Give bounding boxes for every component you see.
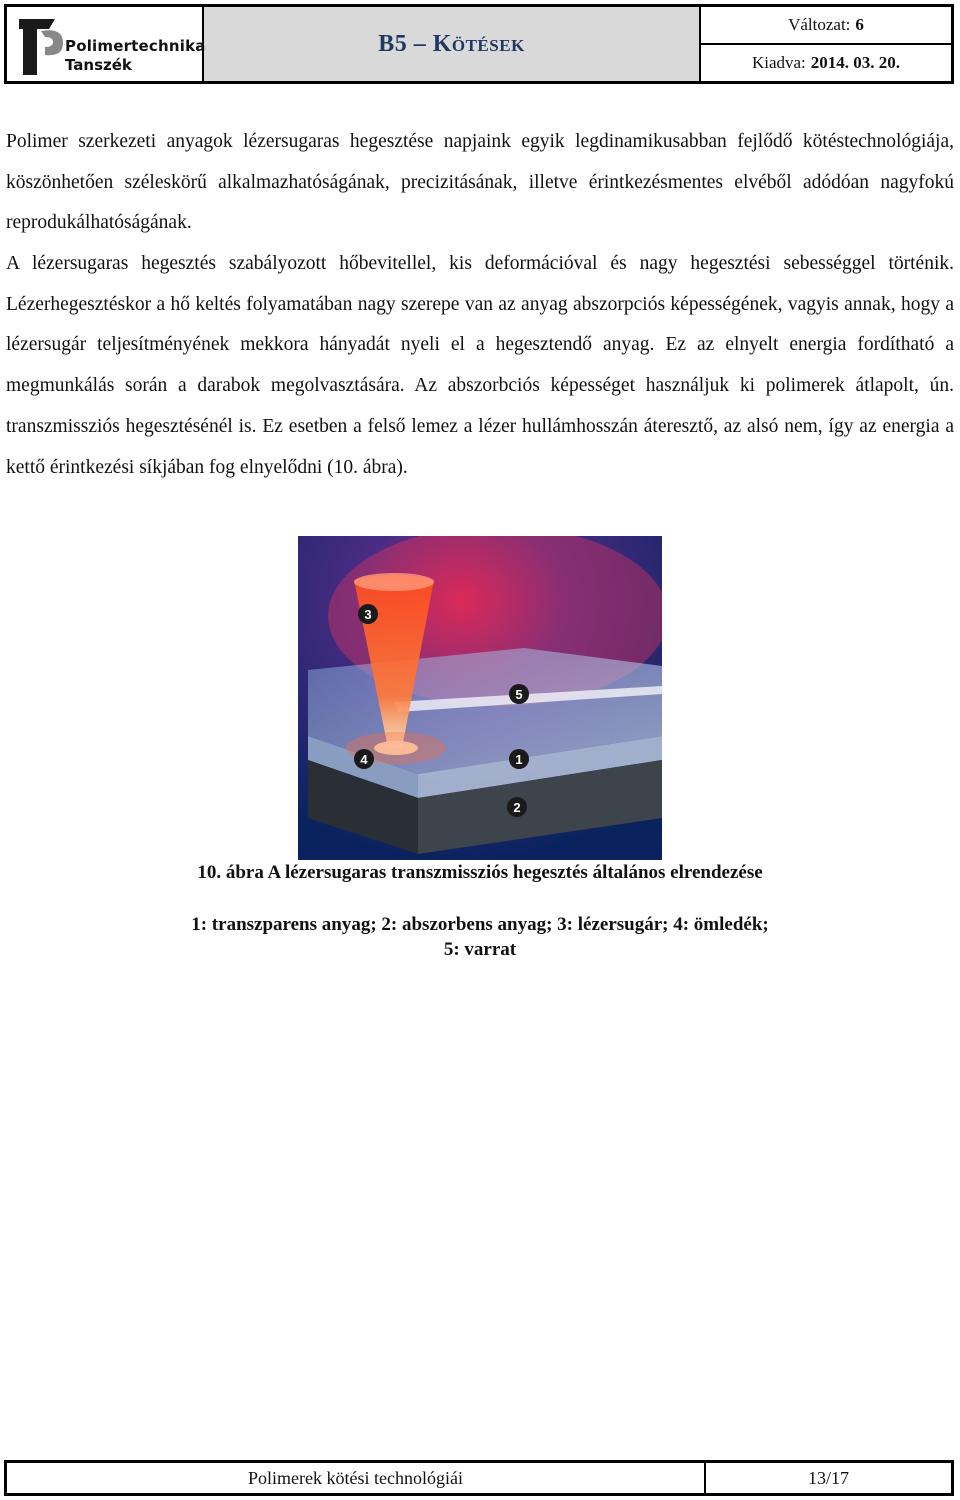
paragraph-intro: Polimer szerkezeti anyagok lézersugaras hegesztése napjaink egyik legdinamikusabban fejlődő kötéstechnológiája, köszönhetően széleskörű alkalmazhatóságának, precizitásának, illetve érintkezésmentes elvéből adódóan nagyfokú reprodukálhatóságának. — [6, 131, 954, 234]
document-title — [204, 7, 701, 81]
laser-welding-illustration — [298, 536, 662, 860]
marker-5-icon — [509, 684, 529, 704]
svg-text:3: 3 — [364, 607, 372, 622]
page-footer — [4, 1460, 954, 1496]
document-meta — [701, 7, 951, 81]
title-prefix: B5 – — [378, 30, 433, 57]
page-number: 13/17 — [807, 1467, 849, 1488]
issued-value: 2014. 03. 20. — [810, 53, 901, 72]
issued-row — [701, 45, 951, 81]
version-label: Változat: — [788, 15, 851, 34]
figure-legend-line1: 1: transzparens anyag; 2: abszorbens anyag; 3: lézersugár; 4: ömledék; — [191, 914, 769, 935]
figure-caption: 10. ábra A lézersugaras transzmissziós hegesztés általános elrendezése — [197, 862, 763, 883]
figure-legend-line2: 5: varrat — [443, 939, 517, 960]
svg-text:1: 1 — [515, 752, 523, 767]
issued-label: Kiadva: — [751, 53, 806, 72]
marker-3-icon — [358, 604, 378, 624]
logo-text-line1: Polimertechnika — [65, 37, 206, 55]
department-logo — [7, 7, 204, 81]
version-value: 6 — [855, 15, 864, 34]
version-row — [701, 7, 951, 45]
paragraph-main: A lézersugaras hegesztés szabályozott hőbevitellel, kis deformációval és nagy hegesztési sebességgel történik. Lézerhegesztéskor a hő keltés folyamatában nagy szerepe van az anyag abszorpciós képességének, vagyis annak, hogy a lézersugár teljesítményének mekkora hányadát nyeli el a hegesztendő anyag. Ez az elnyelt energia fordítható a megmunkálás során a darabok megolvasztására. Az abszorbciós képességet használjuk ki polimerek átlapolt, ún. transzmissziós hegesztésénél is. Ez esetben a felső lemez a lézer hullámhosszán áteresztő, az alsó nem, így az energia a kettő érintkezési síkjában fog elnyelődni (10. ábra). — [6, 253, 954, 478]
svg-text:2: 2 — [513, 800, 521, 815]
logo-text-line2: Tanszék — [65, 56, 132, 74]
title-main: Kötések — [432, 30, 525, 57]
marker-1-icon — [509, 749, 529, 769]
marker-2-icon — [507, 797, 527, 817]
marker-4-icon — [354, 749, 374, 769]
svg-text:5: 5 — [515, 687, 523, 702]
svg-text:4: 4 — [360, 752, 368, 767]
page-header — [4, 4, 954, 84]
figure-legend — [0, 912, 960, 962]
footer-title: Polimerek kötési technológiái — [7, 1463, 706, 1493]
figure-laser-welding — [298, 536, 662, 860]
